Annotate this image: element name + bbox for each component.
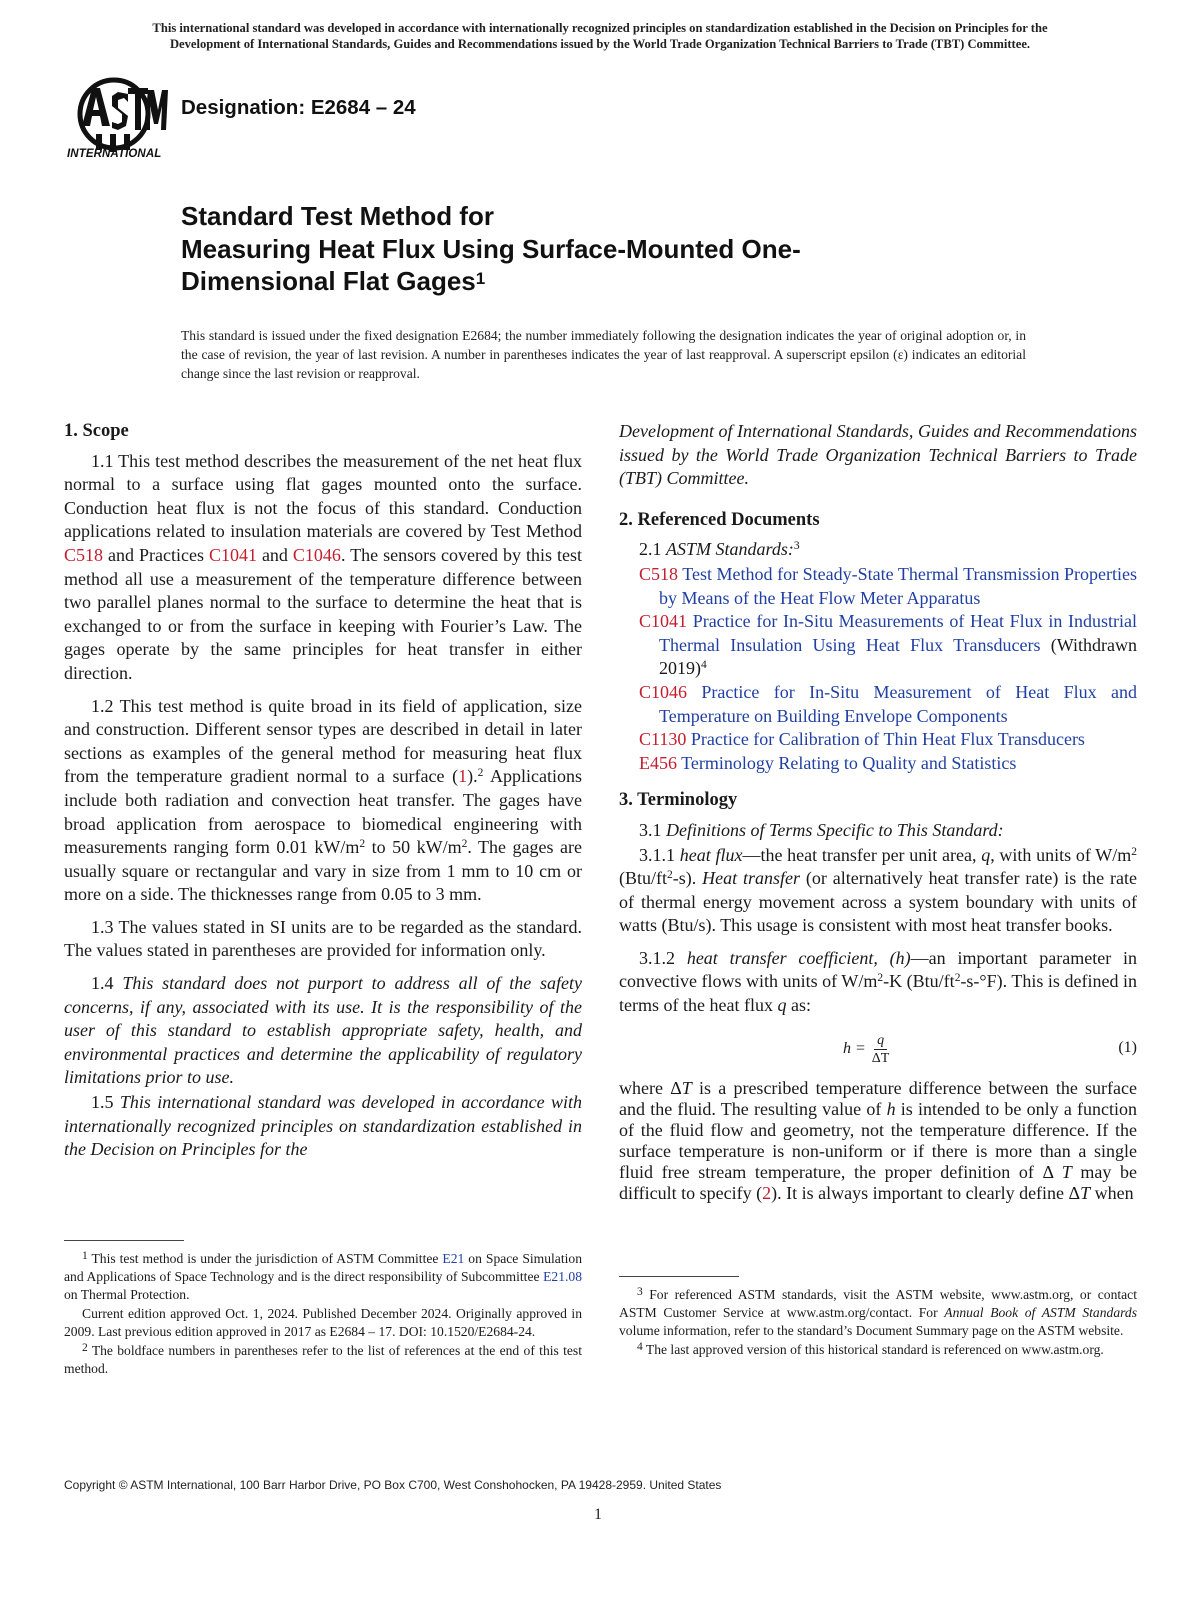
scope-1-2-text-d: to 50 kW/m <box>365 837 462 858</box>
scope-1-4-text: This standard does not purport to address all of the safety concerns, if any, associated with its use. It is the responsibility of the user of this standard to establish appropriate safety, health, and environmental practices and determine the applicability of regulatory limitations prior to use. <box>64 973 583 1088</box>
scope-1-1-text-c: and <box>256 544 293 565</box>
footnote-4-text: The last approved version of this historical standard is referenced on www.astm.org. <box>642 1342 1104 1357</box>
term-3-1-2-text-b: -K (Btu/ft <box>883 971 955 992</box>
footnote-4-mark: 4 <box>637 1341 643 1353</box>
term-3-1-1-text-e: (or alternatively heat transfer rate) is the rate of thermal energy movement across a system boundary with units of watts (Btu/s). This usage is consistent with most heat transfer books. <box>619 868 1137 936</box>
definitions-number: 3.1 <box>639 819 666 840</box>
term-heat-flux-label: heat flux <box>679 844 743 865</box>
footnote-1-edition: Current edition approved Oct. 1, 2024. Published December 2024. Originally approved in 2009. Last previous edition approved in 2017 as E2684 – 17. DOI: 10.1520/E2684-24. <box>64 1306 582 1339</box>
symbol-t: T <box>1061 1161 1072 1182</box>
equation-numerator: q <box>874 1032 887 1050</box>
continuation-text-f: when <box>1090 1182 1134 1203</box>
reference-item-c518[interactable] <box>639 563 1137 610</box>
footnote-2-mark: 2 <box>82 1342 88 1354</box>
footnotes-right <box>619 1286 1137 1360</box>
title-line-3-text: Dimensional Flat Gages <box>181 266 476 296</box>
reference-item-c1130[interactable] <box>639 728 1137 752</box>
term-3-1-1-text-b: , with units of W/m <box>990 844 1132 865</box>
equation-1 <box>619 1022 1137 1072</box>
footnote-mark-4[interactable]: 4 <box>701 659 707 672</box>
footnote-1 <box>64 1250 582 1304</box>
link-c518[interactable]: C518 <box>64 544 104 565</box>
footnote-2-text: The boldface numbers in parentheses refer to the list of references at the end of this test method. <box>64 1343 582 1376</box>
issue-note: This standard is issued under the fixed designation E2684; the number immediately following the designation indicates the year of original adoption or, in the case of revision, the year of last revision. A number in parentheses indicates the year of last reapproval. A superscript epsilon (ε) indicates an editorial change since the last revision or reapproval. <box>181 328 1026 381</box>
term-heat-transfer-label: Heat transfer <box>702 868 801 889</box>
title-line-2: Measuring Heat Flux Using Surface-Mounted One- <box>181 233 801 264</box>
scope-para-1-5-continued: Development of International Standards, Guides and Recommendations issued by the World Trade Organization Technical Barriers to Trade (TBT) Committee. <box>619 421 1137 489</box>
notice-line-1: This international standard was developed in accordance with internationally recognized principles on standardization established in the Decision on Principles for the <box>152 21 1048 35</box>
top-notice <box>60 20 1140 52</box>
left-column <box>64 420 582 1163</box>
astm-standards-label: ASTM Standards: <box>666 539 794 560</box>
reference-code[interactable]: C1130 <box>639 729 687 750</box>
continuation-text-c: is intended to be only a function of the fluid flow and geometry, not the temperature difference. If the surface temperature is non-uniform or if there is more than a single fluid free stream temperature, the proper definition of Δ <box>619 1098 1137 1182</box>
term-3-1-1-text-a: —the heat transfer per unit area, <box>742 844 982 865</box>
continuation-text-a: where Δ <box>619 1077 682 1098</box>
term-3-1-2-text-c: -s-°F). This is defined in terms of the heat flux <box>619 971 1137 1016</box>
equation-denominator: ΔT <box>871 1050 890 1066</box>
astm-standards-number: 2.1 <box>639 539 666 560</box>
reference-title[interactable]: Practice for In-Situ Measurements of Heat Flux in Industrial Thermal Insulation Using Heat Flux Transducers <box>659 611 1137 655</box>
reference-title[interactable]: Practice for Calibration of Thin Heat Flux Transducers <box>686 729 1085 750</box>
definitions-label: Definitions of Terms Specific to This Standard: <box>666 819 1004 840</box>
scope-1-2-text-a: 1.2 This test method is quite broad in its field of application, size and construction. Different sensor types are described in detail in later sections as examples of the general method for measuring heat flux from the temperature gradient normal to a surface ( <box>64 695 582 787</box>
term-3-1-1-text-d: -s). <box>672 868 703 889</box>
footnote-3-text-b: volume information, refer to the standard’s Document Summary page on the ASTM website. <box>619 1323 1124 1338</box>
reference-title[interactable]: Practice for In-Situ Measurement of Heat Flux and Temperature on Building Envelope Components <box>659 681 1137 726</box>
scope-1-2-text-c: Applications include both radiation and convection heat transfer. The gages have broad application from aerospace to biomedical engineering with measurements ranging form 0.01 kW/m <box>64 766 582 858</box>
term-heat-flux <box>619 844 1137 938</box>
equation-body <box>843 1032 889 1067</box>
reference-title[interactable]: Test Method for Steady-State Thermal Transmission Properties by Means of the Heat Flow Meter Apparatus <box>659 563 1137 608</box>
superscript-2: 2 <box>667 869 673 882</box>
reference-code[interactable]: C1046 <box>639 681 688 702</box>
footnote-3-text-a: For referenced ASTM standards, visit the ASTM website, www.astm.org, or contact ASTM Customer Service at www.astm.org/contact. For <box>619 1287 1137 1320</box>
copyright-footer: Copyright © ASTM International, 100 Barr Harbor Drive, PO Box C700, West Conshohocken, PA 19428-2959. United States <box>64 1478 722 1492</box>
reference-title[interactable]: Terminology Relating to Quality and Statistics <box>677 752 1017 773</box>
link-c1041[interactable]: C1041 <box>208 544 257 565</box>
footnote-divider-right <box>619 1276 739 1277</box>
term-3-1-2-continuation <box>619 1078 1137 1204</box>
link-e21[interactable]: E21 <box>442 1251 465 1266</box>
logo-wordmark: INTERNATIONAL <box>67 148 162 160</box>
scope-heading: 1. Scope <box>64 421 129 441</box>
superscript-2b: 2 <box>461 838 468 851</box>
equation-lhs: h = <box>843 1040 866 1058</box>
superscript-2: 2 <box>359 838 366 851</box>
scope-1-5-number: 1.5 <box>91 1092 120 1113</box>
scope-para-1-5 <box>64 1091 582 1162</box>
scope-para-1-3: 1.3 The values stated in SI units are to be regarded as the standard. The values stated in parentheses are provided for information only. <box>64 916 582 961</box>
reference-withdrawn-note: (Withdrawn 2019) <box>659 634 1137 679</box>
superscript-2: 2 <box>954 972 961 985</box>
footnote-mark-2[interactable]: 2 <box>477 767 484 780</box>
scope-para-1-4 <box>64 972 582 1090</box>
definitions-subheading <box>639 819 1137 843</box>
equation-number: (1) <box>1118 1038 1137 1056</box>
footnote-1-text-b: on Space Simulation and Applications of Space Technology and is the direct responsibility of Subcommittee <box>64 1251 582 1284</box>
scope-1-5-text: This international standard was developed in accordance with internationally recognized principles on standardization established in the Decision on Principles for the <box>64 1092 582 1160</box>
superscript-2: 2 <box>877 972 884 985</box>
notice-line-2: Development of International Standards, Guides and Recommendations issued by the World Trade Organization Technical Barriers to Trade (TBT) Committee. <box>169 37 1031 51</box>
footnote-3 <box>619 1286 1137 1340</box>
link-c1046[interactable]: C1046 <box>292 544 341 565</box>
page-number: 1 <box>594 1506 602 1523</box>
footnotes-left <box>64 1250 582 1379</box>
reference-item-c1041[interactable] <box>639 610 1137 681</box>
equation-fraction <box>872 1032 890 1067</box>
scope-1-4-number: 1.4 <box>91 973 123 994</box>
footnote-3-annual-book: Annual Book of ASTM Standards <box>944 1305 1137 1320</box>
footnote-1-text-c: on Thermal Protection. <box>64 1287 190 1302</box>
title-line-3 <box>181 265 801 298</box>
term-3-1-2-number: 3.1.2 <box>639 947 687 968</box>
scope-1-1-text-a: 1.1 This test method describes the measurement of the net heat flux normal to a surface using flat gages mounted onto the surface. Conduction heat flux is not the focus of this standard. Conduction applications related to insulation materials are covered by Test Method <box>64 450 582 542</box>
superscript-2: 2 <box>1131 845 1138 858</box>
term-3-1-2-text-a: —an important parameter in convective flows with units of W/m <box>619 947 1138 992</box>
title-line-1: Standard Test Method for <box>181 201 494 231</box>
title-footnote-mark[interactable]: 1 <box>475 269 486 288</box>
continuation-text-b: is a prescribed temperature difference between the surface and the fluid. The resulting value of <box>619 1077 1138 1119</box>
scope-1-1-text-b: and Practices <box>103 544 209 565</box>
scope-1-2-text-b: ). <box>467 766 478 787</box>
scope-1-2-text-e: . The gages are usually square or rectangular and vary in size from 1 mm to 10 cm or more on a side. The thicknesses range from 0.05 to 3 mm. <box>64 837 582 905</box>
term-heat-transfer-coefficient <box>619 947 1137 1018</box>
continuation-text-d: may be difficult to specify ( <box>619 1161 1138 1203</box>
scope-1-1-text-d: . The sensors covered by this test method all use a measurement of the temperature difference between two parallel planes normal to the surface to determine the heat that is exchanged to or from the surface in keeping with Fourier’s Law. The gages operate by the same principles for heat transfer in either direction. <box>64 544 582 683</box>
reference-code[interactable]: C518 <box>639 563 679 584</box>
reference-code[interactable]: E456 <box>639 752 677 773</box>
reference-item-e456[interactable] <box>639 752 1137 776</box>
reference-item-c1046[interactable] <box>639 681 1137 728</box>
ref-link-1[interactable]: 1 <box>458 766 468 787</box>
footnote-divider-left <box>64 1240 184 1241</box>
right-column <box>619 420 1137 1204</box>
term-3-1-1-number: 3.1.1 <box>639 844 680 865</box>
footnote-1-text-a: This test method is under the jurisdiction of ASTM Committee <box>87 1251 443 1266</box>
referenced-documents-heading: 2. Referenced Documents <box>619 509 820 530</box>
symbol-h: h <box>886 1098 896 1119</box>
term-3-1-1-text-c: (Btu/ft <box>619 868 667 889</box>
document-title <box>181 200 801 298</box>
footnote-4 <box>619 1341 1137 1359</box>
scope-para-1-2 <box>64 695 582 907</box>
symbol-t: T <box>681 1077 692 1098</box>
term-3-1-2-text-d: as: <box>786 995 811 1016</box>
footnote-1-mark: 1 <box>82 1250 88 1262</box>
footnote-2 <box>64 1342 582 1378</box>
terminology-heading: 3. Terminology <box>619 790 738 811</box>
reference-list <box>639 563 1137 775</box>
link-e21-08[interactable]: E21.08 <box>543 1269 582 1284</box>
symbol-q: q <box>981 844 991 865</box>
scope-para-1-1 <box>64 450 582 686</box>
footnote-mark-3[interactable]: 3 <box>793 540 800 553</box>
astm-standards-subheading <box>639 538 1137 562</box>
ref-link-2[interactable]: 2 <box>762 1182 772 1203</box>
symbol-q: q <box>777 995 787 1016</box>
continuation-text-e: ). It is always important to clearly define Δ <box>771 1182 1081 1203</box>
footnote-3-mark: 3 <box>637 1286 643 1298</box>
term-htc-label: heat transfer coefficient, (h) <box>686 947 911 968</box>
reference-code[interactable]: C1041 <box>639 611 688 632</box>
designation: Designation: E2684 – 24 <box>181 96 416 119</box>
symbol-t: T <box>1080 1182 1091 1203</box>
